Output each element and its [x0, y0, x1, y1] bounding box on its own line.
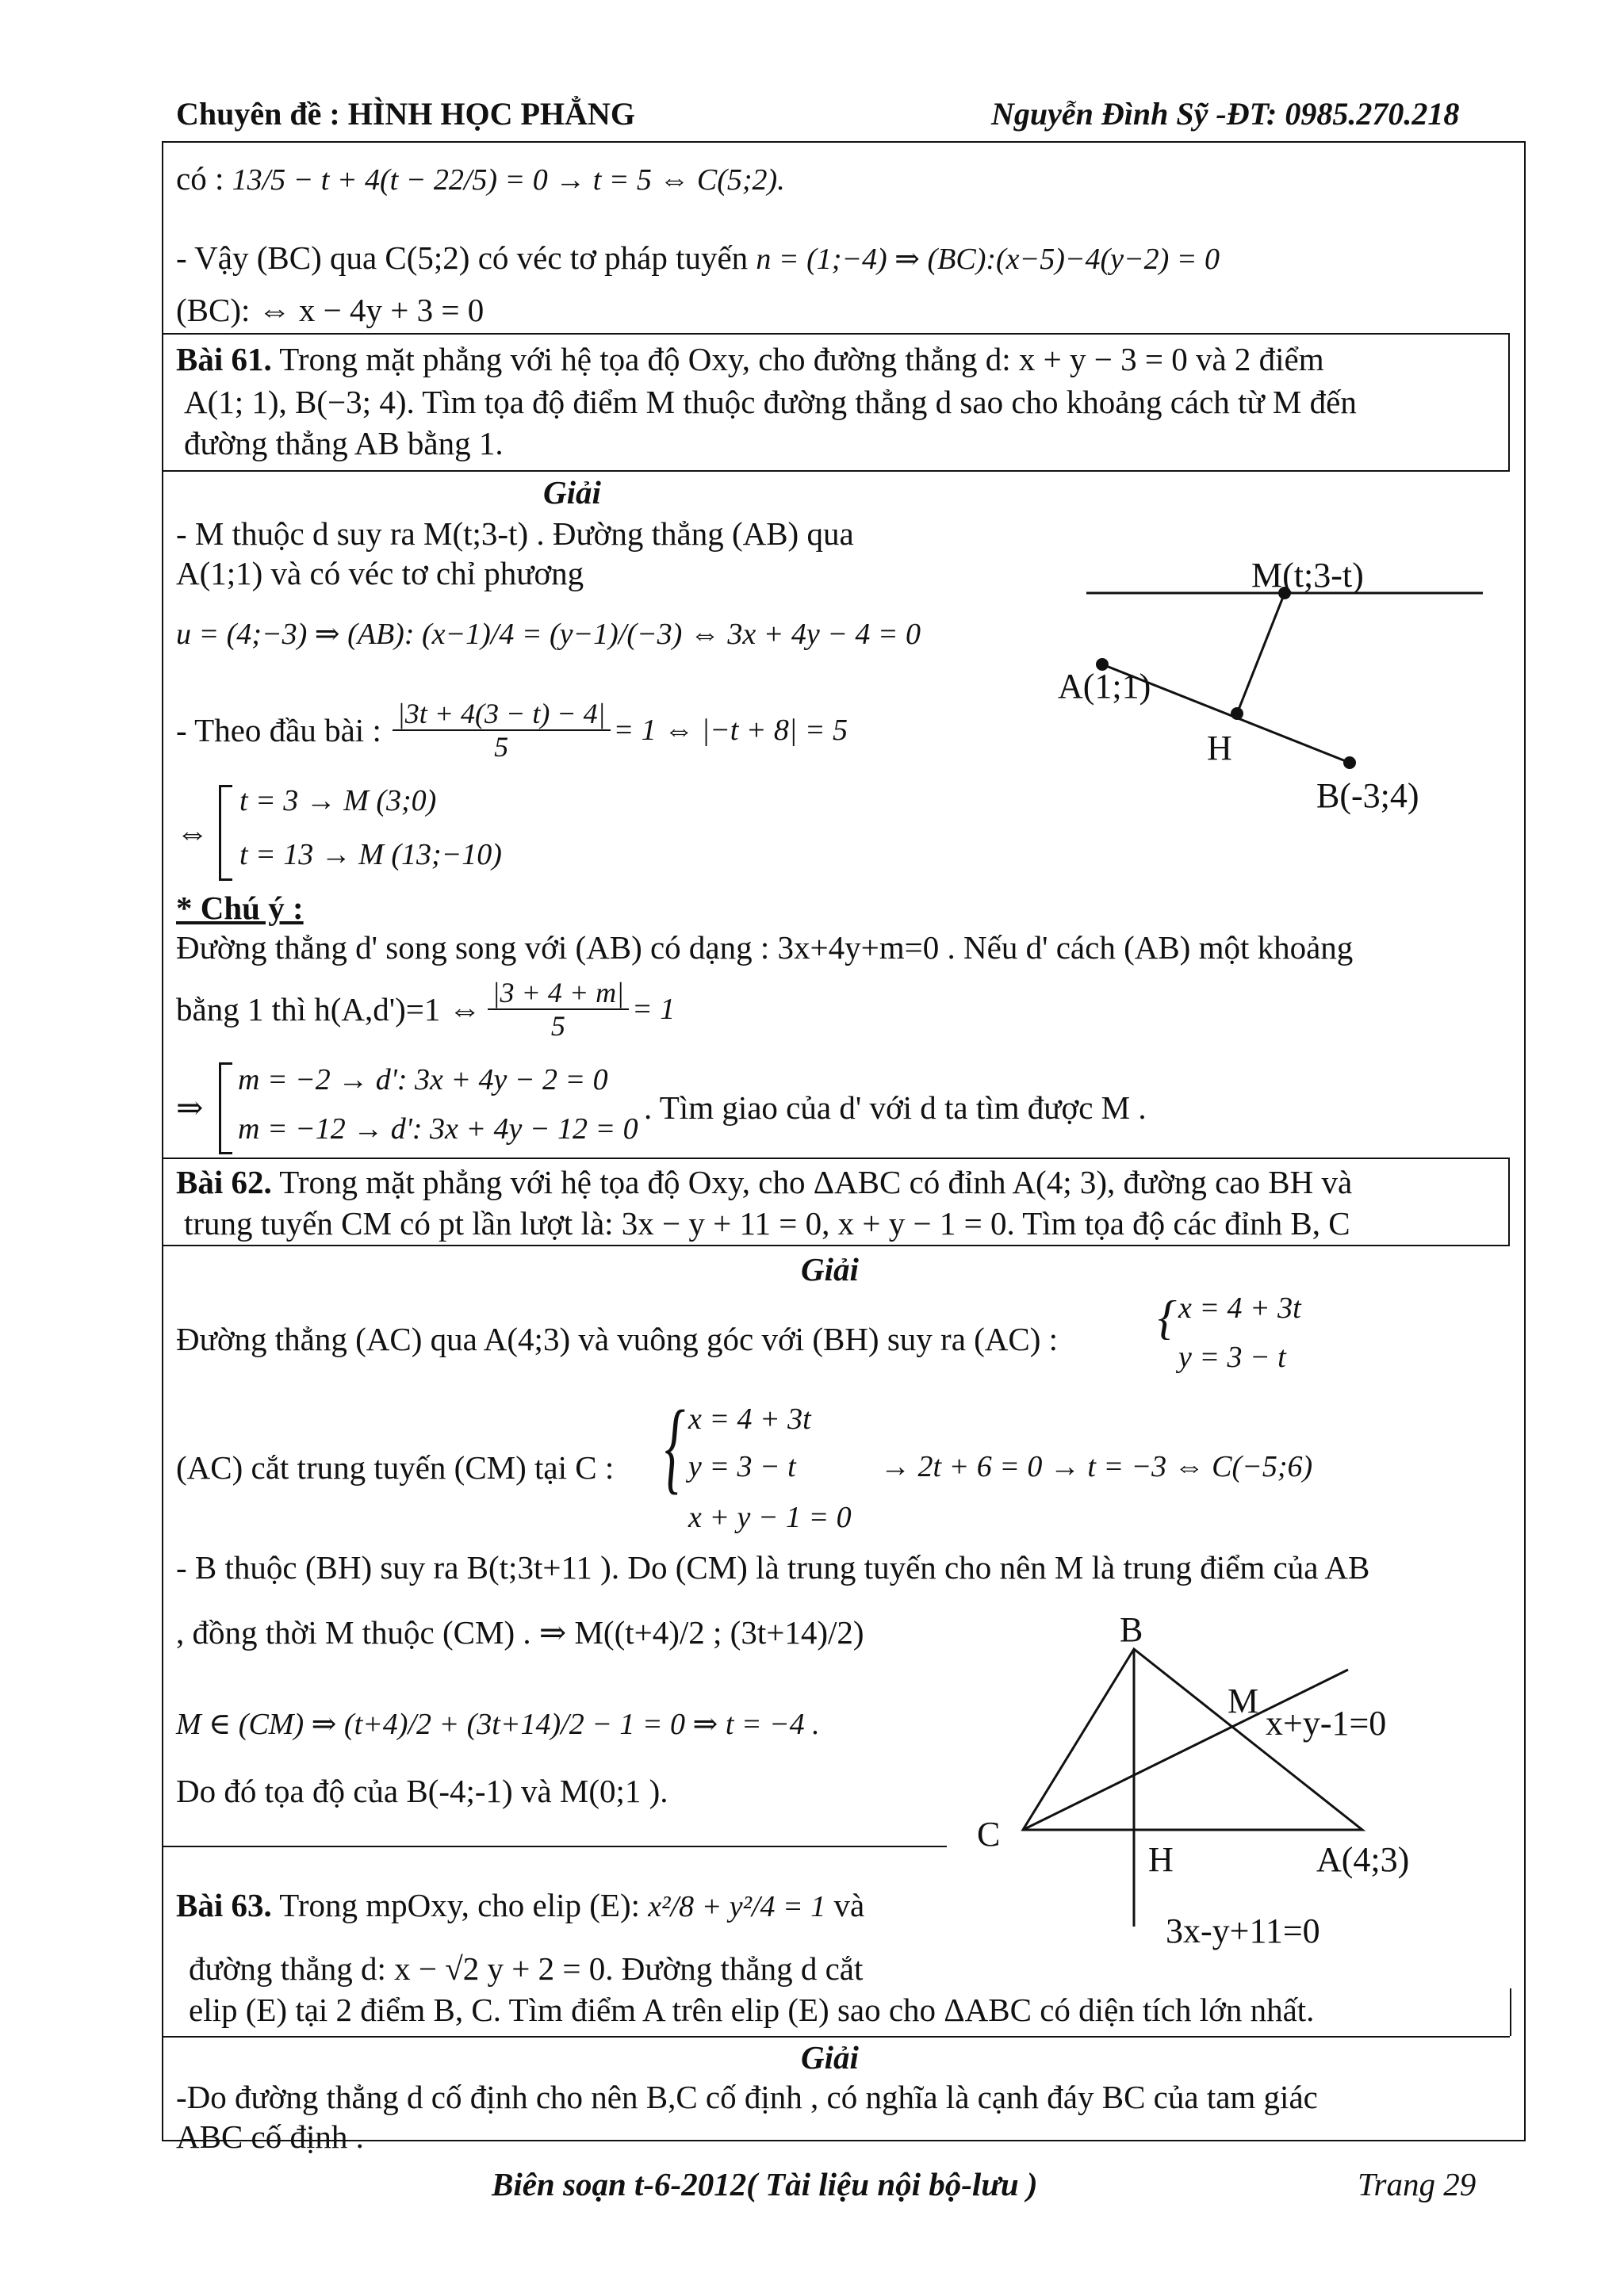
system-brace-2: { [665, 1390, 685, 1504]
point-H [1231, 707, 1243, 720]
label-B: B(-3;4) [1316, 776, 1419, 815]
label-line-BH: 3x-y+11=0 [1166, 1911, 1320, 1950]
solution-63-heading: Giải [801, 2039, 859, 2076]
top-line-1: có : 13/5 − t + 4(t − 22/5) = 0 → t = 5 ⇔ C(5;2). [176, 160, 785, 197]
solution-61-line-4: - Theo đầu bài : $\frac{|3t + 4(3 - t) - 4|}{5}$ = 1 ⇔ |−t + 8| = 5 [176, 698, 848, 763]
problem-61-line-1: Bài 61. Trong mặt phẳng với hệ tọa độ Oxy, cho đường thẳng d: x + y − 3 = 0 và 2 điểm [176, 341, 1324, 377]
note-line-1: Đường thẳng d' song song với (AB) có dạng : 3x+4y+m=0 . Nếu d' cách (AB) một khoảng [176, 929, 1354, 966]
header-author: Nguyễn Đình Sỹ -ĐT: 0985.270.218 [991, 96, 1460, 132]
solution-61-line-1: - M thuộc d suy ra M(t;3-t) . Đường thẳng (AB) qua [176, 515, 854, 552]
solution-62-line-5: M ∈ (CM) ⇒ (t+4)/2 + (3t+14)/2 − 1 = 0 ⇒ t = −4 . [176, 1708, 820, 1741]
problem-63-right-rule [1510, 1988, 1511, 2036]
label-H: H [1207, 729, 1232, 767]
problem-63-line-3: elip (E) tại 2 điểm B, C. Tìm điểm A trên elip (E) sao cho ΔABC có diện tích lớn nhất. [189, 1992, 1315, 2028]
label-line-CM: x+y-1=0 [1266, 1704, 1387, 1743]
solution-62-line-6: Do đó tọa độ của B(-4;-1) và M(0;1 ). [176, 1773, 668, 1809]
note-title: * Chú ý : [176, 890, 304, 926]
system-2-eq-1: x = 4 + 3t [688, 1402, 811, 1436]
top-line-3: (BC): ⇔ x − 4y + 3 = 0 [176, 292, 485, 328]
problem-62-line-1: Bài 62. Trong mặt phẳng với hệ tọa độ Oxy, cho ΔABC có đỉnh A(4; 3), đường cao BH và [176, 1164, 1353, 1200]
distance-fraction: $\frac{|3t + 4(3 - t) - 4|}{5}$ [393, 698, 611, 763]
label-A: A(1;1) [1058, 667, 1151, 706]
problem-61-line-2: A(1; 1), B(−3; 4). Tìm tọa độ điểm M thuộc đường thẳng d sao cho khoảng cách từ M đến [184, 384, 1357, 420]
solution-62-heading: Giải [801, 1251, 859, 1288]
system-1-eq-1: x = 4 + 3t [1178, 1292, 1301, 1325]
solution-62-line-2-result: → 2t + 6 = 0 → t = −3 ⇔ C(−5;6) [880, 1450, 1313, 1483]
system-brace-1: { [1158, 1292, 1177, 1344]
solution-62-line-4: , đồng thời M thuộc (CM) . ⇒ M((t+4)/2 ; (3t+14)/2) [176, 1614, 864, 1651]
problem-62-line-2: trung tuyến CM có pt lần lượt là: 3x − y + 11 = 0, x + y − 1 = 0. Tìm tọa độ các đỉnh B, C [184, 1205, 1350, 1242]
solution-62-line-2: (AC) cắt trung tuyến (CM) tại C : [176, 1449, 615, 1486]
solution-61-line-2: A(1;1) và có véc tơ chỉ phương [176, 555, 584, 591]
implies-sign-61: ⇒ [176, 1089, 204, 1126]
problem-63-top-rule [162, 1846, 947, 1847]
label-M: M [1228, 1682, 1259, 1720]
problem-61-line-3: đường thẳng AB bằng 1. [184, 425, 504, 461]
system-1-eq-2: y = 3 − t [1178, 1341, 1286, 1374]
system-2-eq-2: y = 3 − t [688, 1450, 796, 1483]
label-M: M(t;3-t) [1251, 556, 1364, 595]
ellipse-equation: x²/8 + y²/4 = 1 [648, 1890, 826, 1923]
note-fraction: $\frac{|3 + 4 + m|}{5}$ [488, 977, 629, 1042]
case-61-1: t = 3 → M (3;0) [239, 784, 437, 817]
figure-62 [975, 1609, 1522, 1958]
top-line-1-expr: 13/5 − t + 4(t − 22/5) = 0 → t = 5 ⇔ C(5;2). [232, 163, 785, 197]
case-bracket-61b [219, 1062, 232, 1154]
top-line-2: - Vậy (BC) qua C(5;2) có véc tơ pháp tuyến n = (1;−4) ⇒ (BC):(x−5)−4(y−2) = 0 [176, 239, 1220, 276]
label-C: C [977, 1815, 1001, 1854]
header-title: Chuyên đề : HÌNH HỌC PHẲNG [176, 96, 635, 132]
solution-61-line-3: u = (4;−3) ⇒ (AB): (x−1)/4 = (y−1)/(−3) ⇔ 3x + 4y − 4 = 0 [176, 618, 921, 651]
case-61-2: t = 13 → M (13;−10) [239, 838, 502, 871]
solution-61-heading: Giải [543, 474, 601, 511]
footer-note: Biên soạn t-6-2012( Tài liệu nội bộ-lưu ) [492, 2166, 1038, 2202]
solution-62-line-1: Đường thẳng (AC) qua A(4;3) và vuông góc với (BH) suy ra (AC) : [176, 1321, 1059, 1357]
top-line-2-expr: n = (1;−4) ⇒ (BC):(x−5)−4(y−2) = 0 [756, 243, 1220, 276]
note-line-2: bằng 1 thì h(A,d')=1 ⇔ $\frac{|3 + 4 + m|}{5}$ = 1 [176, 977, 676, 1042]
point-B [1343, 756, 1356, 769]
solution-63-line-1: -Do đường thẳng d cố định cho nên B,C cố định , có nghĩa là cạnh đáy BC của tam giác [176, 2079, 1318, 2115]
solution-63-line-2: ABC cố định . [176, 2118, 364, 2155]
label-A: A(4;3) [1316, 1840, 1410, 1879]
note-conclusion: . Tìm giao của d' với d ta tìm được M . [644, 1089, 1147, 1126]
label-B: B [1120, 1610, 1143, 1649]
solution-62-line-3: - B thuộc (BH) suy ra B(t;3t+11 ). Do (CM) là trung tuyến cho nên M là trung điểm của AB [176, 1549, 1370, 1586]
note-case-2: m = −12 → d': 3x + 4y − 12 = 0 [238, 1112, 638, 1146]
perpendicular-MH [1237, 593, 1285, 714]
equiv-sign-61: ⇔ [176, 814, 209, 851]
system-2-eq-3: x + y − 1 = 0 [688, 1501, 852, 1534]
case-bracket-61 [219, 785, 232, 881]
figure-61 [1047, 555, 1491, 840]
problem-63-line-2: đường thẳng d: x − √2 y + 2 = 0. Đường thẳng d cắt [189, 1950, 864, 1987]
problem-63-line-1: Bài 63. Trong mpOxy, cho elip (E): x²/8 + y²/4 = 1 và [176, 1887, 865, 1923]
note-case-1: m = −2 → d': 3x + 4y − 2 = 0 [238, 1063, 608, 1096]
page-number: Trang 29 [1358, 2166, 1477, 2202]
label-H: H [1148, 1840, 1174, 1879]
